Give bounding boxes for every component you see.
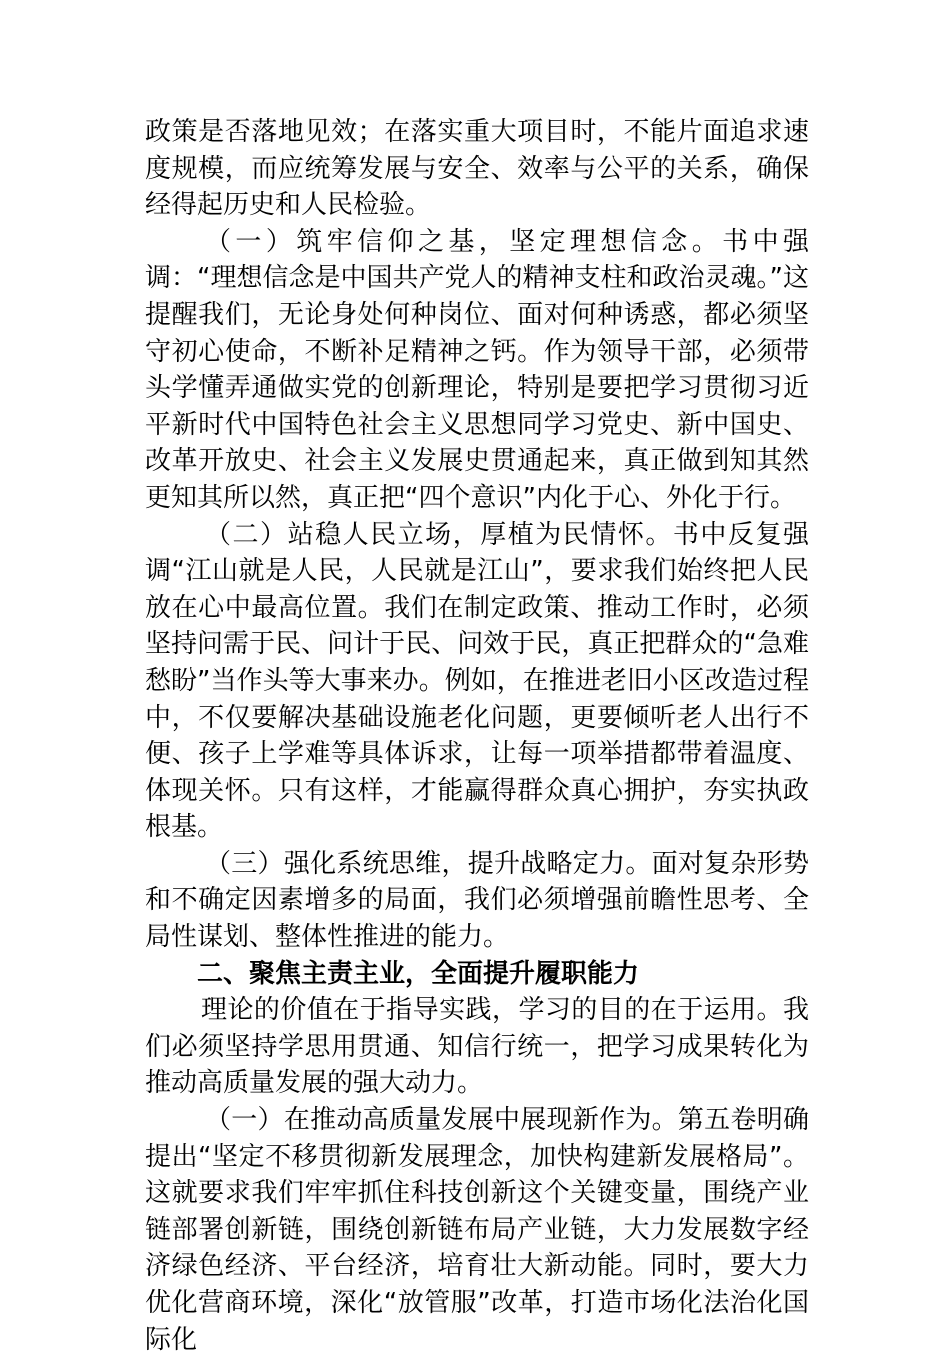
paragraph-theory-practice: 理论的价值在于指导实践，学习的目的在于运用。我们必须坚持学思用贯通、知信行统一，把学习成果转化为推动高质量发展的强大动力。 bbox=[145, 995, 809, 1099]
document-page bbox=[145, 114, 809, 1358]
paragraph-people: （二）站稳人民立场，厚植为民情怀。书中反复强调“江山就是人民，人民就是江山”，要求我们始终把人民放在心中最高位置。我们在制定政策、推动工作时，必须坚持问需于民、问计于民、问效于民，真正把群众的“急难愁盼”当作头等大事来办。例如，在推进老旧小区改造过程中，不仅要解决基础设施老化问题，更要倾听老人出行不便、孩子上学难等具体诉求，让每一项举措都带着温度、体现关怀。只有这样，才能赢得群众真心拥护，夯实执政根基。 bbox=[145, 519, 809, 843]
paragraph-continuation: 政策是否落地见效；在落实重大项目时，不能片面追求速度规模，而应统筹发展与安全、效率与公平的关系，确保经得起历史和人民检验。 bbox=[145, 117, 809, 221]
paragraph-faith: （一）筑牢信仰之基，坚定理想信念。书中强调：“理想信念是中国共产党人的精神支柱和政治灵魂。”这提醒我们，无论身处何种岗位、面对何种诱惑，都必须坚守初心使命，不断补足精神之钙。作为领导干部，必须带头学懂弄通做实党的创新理论，特别是要把学习贯彻习近平新时代中国特色社会主义思想同学习党史、新中国史、改革开放史、社会主义发展史贯通起来，真正做到知其然更知其所以然，真正把“四个意识”内化于心、外化于行。 bbox=[145, 226, 809, 513]
paragraph-high-quality-development: （一）在推动高质量发展中展现新作为。第五卷明确提出“坚定不移贯彻新发展理念，加快构建新发展格局”。这就要求我们牢牢抓住科技创新这个关键变量，围绕产业链部署创新链，围绕创新链布局产业链，大力发展数字经济绿色经济、平台经济，培育壮大新动能。同时，要大力优化营商环境，深化“放管服”改革，打造市场化法治化国际化 bbox=[145, 1105, 809, 1355]
paragraph-systems-thinking: （三）强化系统思维，提升战略定力。面对复杂形势和不确定因素增多的局面，我们必须增强前瞻性思考、全局性谋划、整体性推进的能力。 bbox=[145, 848, 809, 953]
section-heading: 二、聚焦主责主业，全面提升履职能力 bbox=[197, 958, 640, 989]
